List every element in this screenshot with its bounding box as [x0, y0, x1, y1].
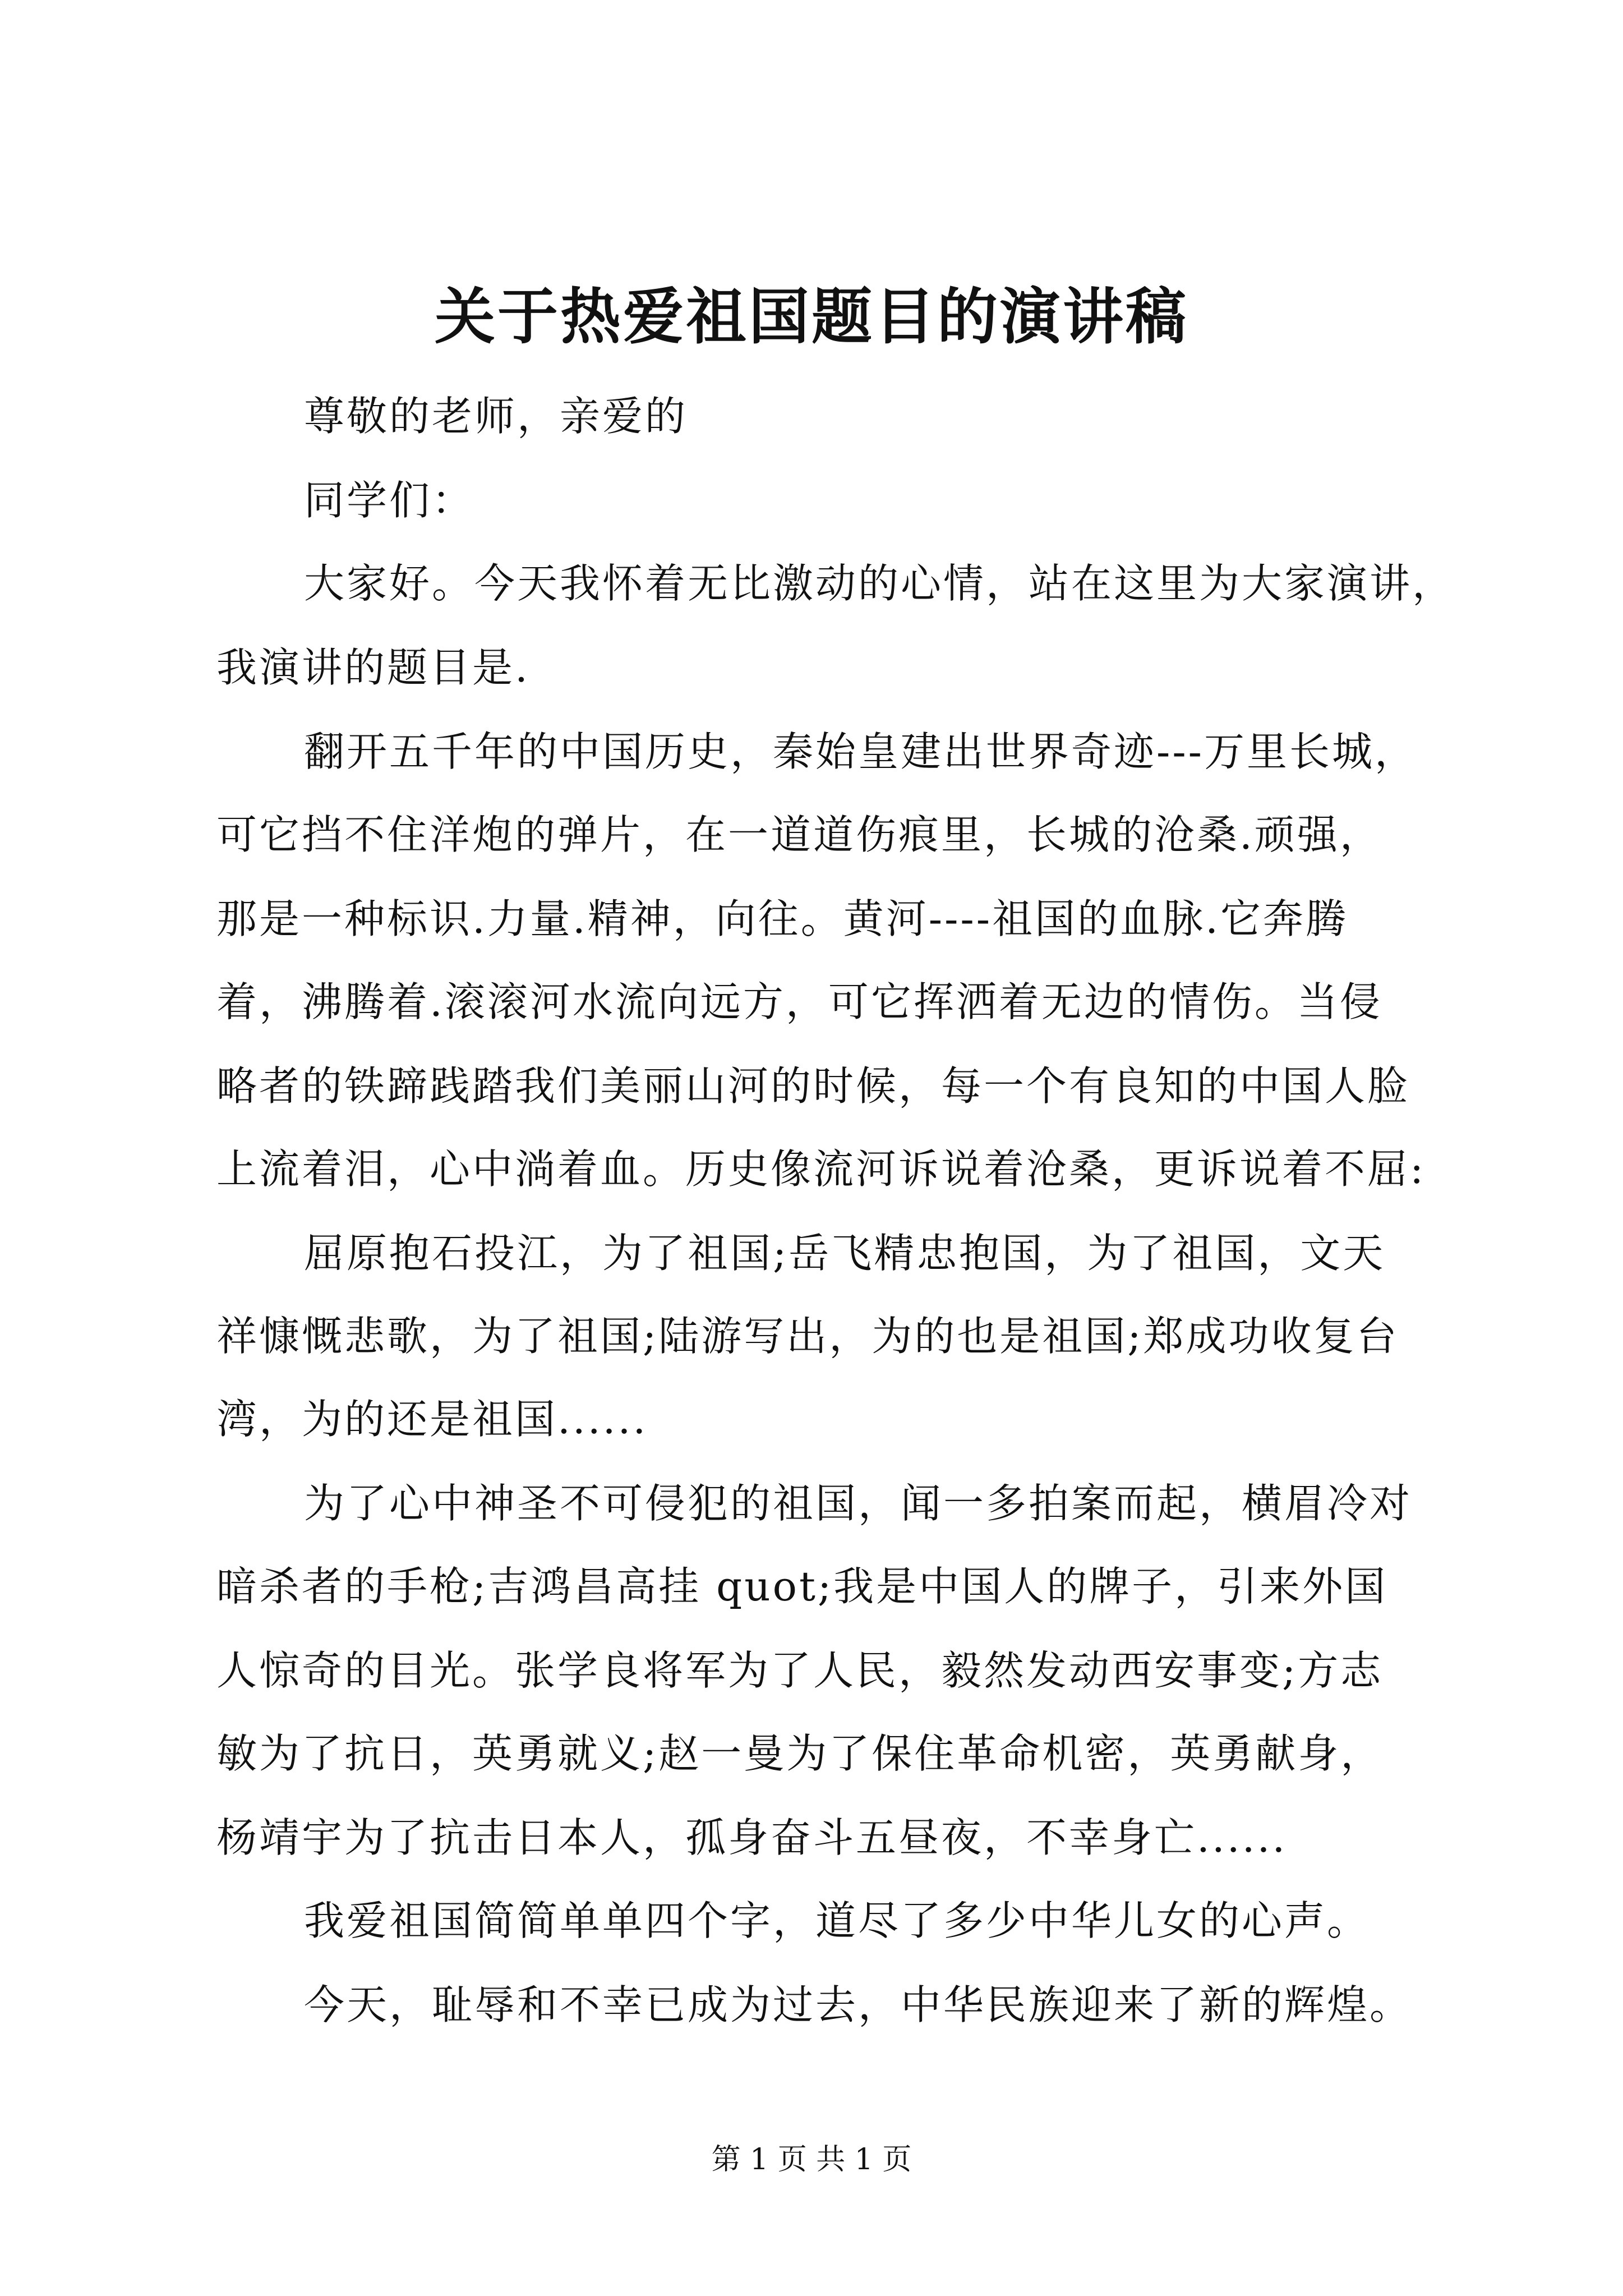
- paragraph-line: 杨靖宇为了抗击日本人，孤身奋斗五昼夜，不幸身亡......: [216, 1814, 1288, 1861]
- document-title: 关于热爱祖国题目的演讲稿: [434, 282, 1188, 352]
- paragraph-line: 祥慷慨悲歌，为了祖国;陆游写出，为的也是祖国;郑成功收复台: [216, 1313, 1399, 1360]
- paragraph-line: 我演讲的题目是.: [216, 644, 530, 691]
- paragraph-line: 尊敬的老师，亲爱的: [304, 393, 688, 440]
- paragraph-line: 暗杀者的手枪;吉鸿昌高挂 quot;我是中国人的牌子，引来外国: [216, 1563, 1388, 1610]
- paragraph-line: 可它挡不住洋炮的弹片，在一道道伤痕里，长城的沧桑.顽强，: [216, 811, 1382, 858]
- paragraph-line: 同学们：: [304, 477, 475, 524]
- paragraph-line: 湾，为的还是祖国......: [216, 1396, 648, 1443]
- paragraph-line: 敏为了抗日，英勇就义;赵一曼为了保住革命机密，英勇献身，: [216, 1730, 1384, 1777]
- paragraph-line: 大家好。今天我怀着无比激动的心情，站在这里为大家演讲，: [304, 560, 1455, 607]
- paragraph-line: 人惊奇的目光。张学良将军为了人民，毅然发动西安事变;方志: [216, 1647, 1384, 1694]
- paragraph-line: 我爱祖国简简单单四个字，道尽了多少中华儿女的心声。: [304, 1897, 1370, 1944]
- paragraph-line: 屈原抱石投江，为了祖国;岳飞精忠抱国，为了祖国，文天: [304, 1230, 1386, 1277]
- paragraph-line: 今天，耻辱和不幸已成为过去，中华民族迎来了新的辉煌。: [304, 1981, 1413, 2028]
- page-number-footer: 第 1 页 共 1 页: [711, 2143, 912, 2177]
- paragraph-line: 着，沸腾着.滚滚河水流向远方，可它挥洒着无边的情伤。当侵: [216, 978, 1382, 1025]
- paragraph-line: 翻开五千年的中国历史，秦始皇建出世界奇迹---万里长城，: [304, 728, 1417, 775]
- paragraph-line: 为了心中神圣不可侵犯的祖国，闻一多拍案而起，横眉冷对: [304, 1480, 1413, 1527]
- paragraph-line: 那是一种标识.力量.精神，向往。黄河----祖国的血脉.它奔腾: [216, 895, 1348, 942]
- paragraph-line: 略者的铁蹄践踏我们美丽山河的时候，每一个有良知的中国人脸: [216, 1062, 1410, 1110]
- paragraph-line: 上流着泪，心中淌着血。历史像流河诉说着沧桑，更诉说着不屈:: [216, 1145, 1426, 1193]
